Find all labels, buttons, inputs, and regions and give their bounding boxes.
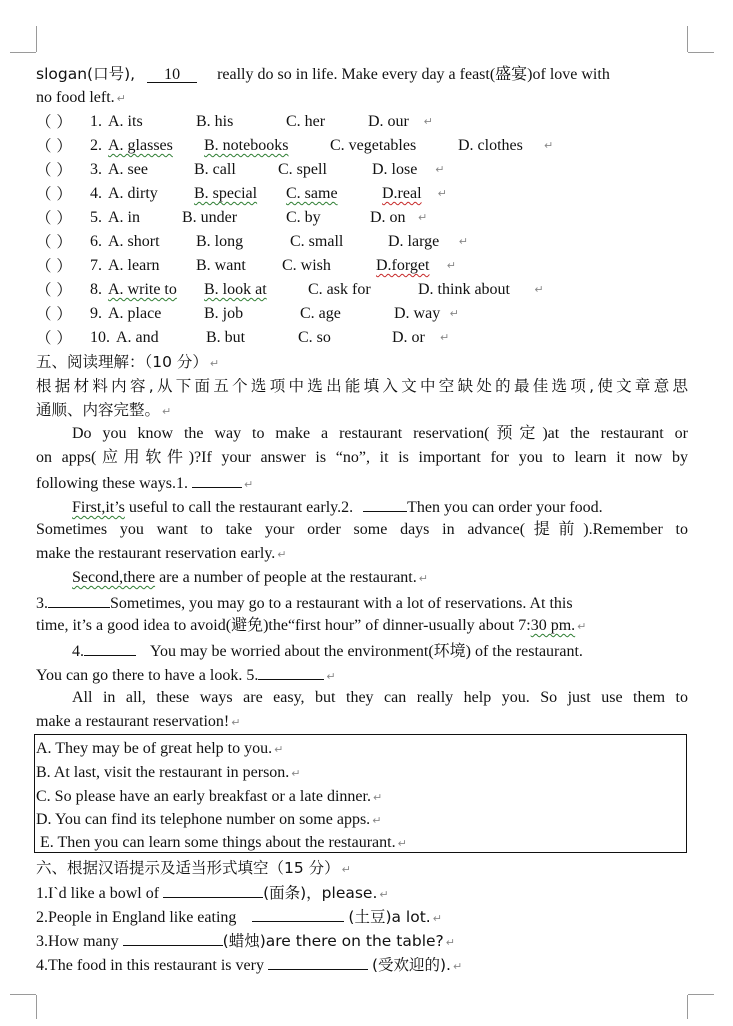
- blank-5: [258, 664, 324, 680]
- option-c: C. small: [290, 233, 344, 250]
- answer-bracket[interactable]: （ ）: [36, 113, 72, 131]
- question-number: 10.: [90, 329, 110, 346]
- question-number: 1.: [90, 113, 102, 130]
- crop-mark-top-right-v: [687, 26, 688, 52]
- intro-text: slogan(口号),: [36, 65, 136, 83]
- option-b: B. long: [196, 233, 244, 250]
- paragraph-mark: ↵: [544, 139, 554, 152]
- option-d: D. our: [368, 113, 409, 130]
- blank-3: [48, 592, 110, 608]
- option-b: B. special: [194, 185, 258, 202]
- passage-p5-line2: You can go there to have a look. 5. ↵: [36, 664, 336, 687]
- option-b: B. his: [196, 113, 234, 130]
- answer-bracket[interactable]: （ ）: [36, 257, 72, 275]
- option-a: A. its: [108, 113, 143, 130]
- option-d: D. way: [394, 305, 441, 322]
- paragraph-mark: ↵: [458, 235, 469, 248]
- option-c: C. so: [298, 329, 331, 346]
- option-d: D. on: [370, 209, 406, 226]
- fill-item-3: 3.How many (蜡烛)are there on the table? ↵: [36, 932, 455, 950]
- option-c: C. age: [300, 305, 341, 322]
- option-a: A. write to: [108, 281, 177, 298]
- section5-heading: 五、阅读理解：（10 分） ↵: [36, 353, 220, 371]
- question-number: 8.: [90, 281, 102, 298]
- intro-text-cont: really do so in life. Make every day a feast(盛宴)of love with: [217, 66, 610, 83]
- option-d: D. clothes: [458, 137, 523, 154]
- option-a: A. short: [108, 233, 160, 250]
- option-c: C. wish: [282, 257, 331, 274]
- section5-instruction-1: 根据材料内容,从下面五个选项中选出能填入文中空缺处的最佳选项,使文章意思: [36, 377, 688, 395]
- paragraph-mark: ↵: [423, 115, 433, 128]
- section5-instruction-2: 通顺、内容完整。 ↵: [36, 401, 172, 419]
- option-a: A. learn: [108, 257, 160, 274]
- option-c: C. vegetables: [330, 137, 417, 154]
- option-c: C. So please have an early breakfast or a late dinner. ↵: [36, 788, 383, 805]
- option-d: D.forget: [376, 257, 430, 274]
- option-d: D. You can find its telephone number on some apps. ↵: [36, 811, 382, 828]
- answer-bracket[interactable]: （ ）: [36, 329, 72, 347]
- option-d: D. think about: [418, 281, 510, 298]
- passage-p5-line1: 4. You may be worried about the environment(环境) of the restaurant.: [36, 640, 583, 662]
- passage-p6-line1: All in all, these ways are easy, but they can really help you. So just use them to: [72, 689, 688, 706]
- option-a: A. in: [108, 209, 140, 226]
- paragraph-mark: ↵: [446, 259, 457, 272]
- option-a: A. glasses: [108, 137, 173, 154]
- option-b: B. notebooks: [204, 137, 289, 154]
- option-c: C. her: [286, 113, 326, 130]
- fill-item-2: 2.People in England like eating (土豆)a lot. ↵: [36, 908, 442, 926]
- paragraph-mark: ↵: [437, 187, 447, 200]
- passage-p2-line2: Sometimes you want to take your order some days in advance(提前).Remember to: [36, 521, 688, 538]
- option-e: E. Then you can learn some things about the restaurant. ↵: [36, 834, 407, 851]
- answer-bracket[interactable]: （ ）: [36, 305, 72, 323]
- passage-p2-line1: First,it’s useful to call the restaurant early.2. Then you can order your food.: [36, 496, 603, 518]
- blank-1: [192, 472, 242, 488]
- fill-blank-3: [123, 930, 223, 946]
- option-c: C. spell: [278, 161, 327, 178]
- question-number: 7.: [90, 257, 102, 274]
- fill-item-1: 1.I`d like a bowl of (面条)，please. ↵: [36, 884, 389, 902]
- fill-blank-1: [163, 882, 263, 898]
- passage-p4-line1: 3. Sometimes, you may go to a restaurant with a lot of reservations. At this: [36, 592, 573, 614]
- answer-bracket[interactable]: （ ）: [36, 137, 72, 155]
- option-b: B. under: [182, 209, 238, 226]
- option-d: D. lose: [372, 161, 418, 178]
- intro-line-1: [36, 64, 610, 85]
- passage-p1-line1: Do you know the way to make a restaurant reservation(预定)at the restaurant or: [72, 425, 688, 442]
- option-b: B. want: [196, 257, 246, 274]
- passage-p4-line2: time, it’s a good idea to avoid(避免)the“first hour” of dinner-usually about 7:30 pm. ↵: [36, 617, 587, 634]
- option-c: C. same: [286, 185, 338, 202]
- crop-mark-bottom-right-v: [687, 995, 688, 1019]
- option-c: C. ask for: [308, 281, 371, 298]
- options-box: [34, 734, 687, 853]
- crop-mark-top-right: [688, 52, 714, 53]
- question-number: 4.: [90, 185, 102, 202]
- answer-bracket[interactable]: （ ）: [36, 185, 72, 203]
- option-c: C. by: [286, 209, 321, 226]
- option-d: D. or: [392, 329, 425, 346]
- passage-p1-line3: following these ways.1. ↵: [36, 472, 253, 495]
- passage-p2-line3: make the restaurant reservation early. ↵: [36, 545, 287, 562]
- blank-2: [363, 496, 407, 512]
- passage-p6-line2: make a restaurant reservation! ↵: [36, 713, 241, 730]
- option-b: B. look at: [204, 281, 267, 298]
- crop-mark-bottom-left: [10, 994, 36, 995]
- section6-heading: 六、根据汉语提示及适当形式填空（15 分） ↵: [36, 859, 351, 877]
- passage-p1-line2: on apps(应用软件)?If your answer is “no”, it is important for you to learn it now by: [36, 449, 688, 466]
- paragraph-mark: ↵: [449, 307, 459, 320]
- crop-mark-top-left-v: [36, 26, 37, 52]
- option-b: B. job: [204, 305, 244, 322]
- option-d: D.real: [382, 185, 422, 202]
- fill-blank-4: [268, 954, 368, 970]
- option-a: A. dirty: [108, 185, 158, 202]
- answer-bracket[interactable]: （ ）: [36, 161, 72, 179]
- passage-p3: Second,there are a number of people at the restaurant. ↵: [72, 569, 428, 586]
- blank-10: 10: [147, 67, 197, 83]
- option-a: A. and: [116, 329, 159, 346]
- crop-mark-bottom-right: [688, 994, 714, 995]
- paragraph-mark: ↵: [440, 331, 450, 344]
- option-a: A. They may be of great help to you. ↵: [36, 740, 284, 757]
- option-a: A. see: [108, 161, 148, 178]
- crop-mark-top-left: [10, 52, 36, 53]
- paragraph-mark: ↵: [534, 283, 544, 296]
- option-b: B. but: [206, 329, 246, 346]
- question-number: 9.: [90, 305, 102, 322]
- answer-bracket[interactable]: （ ）: [36, 233, 72, 251]
- option-a: A. place: [108, 305, 162, 322]
- option-d: D. large: [388, 233, 440, 250]
- intro-line-2: no food left. ↵: [36, 89, 126, 106]
- answer-bracket[interactable]: （ ）: [36, 209, 72, 227]
- question-number: 6.: [90, 233, 102, 250]
- paragraph-mark: ↵: [435, 163, 445, 176]
- crop-mark-bottom-left-v: [36, 995, 37, 1019]
- question-number: 5.: [90, 209, 102, 226]
- fill-blank-2: [252, 906, 344, 922]
- option-b: B. call: [194, 161, 236, 178]
- paragraph-mark: ↵: [418, 211, 428, 224]
- question-number: 3.: [90, 161, 102, 178]
- fill-item-4: 4.The food in this restaurant is very (受欢迎的). ↵: [36, 956, 463, 974]
- question-number: 2.: [90, 137, 102, 154]
- blank-4: [84, 640, 136, 656]
- answer-bracket[interactable]: （ ）: [36, 281, 72, 299]
- option-b: B. At last, visit the restaurant in person. ↵: [36, 764, 301, 781]
